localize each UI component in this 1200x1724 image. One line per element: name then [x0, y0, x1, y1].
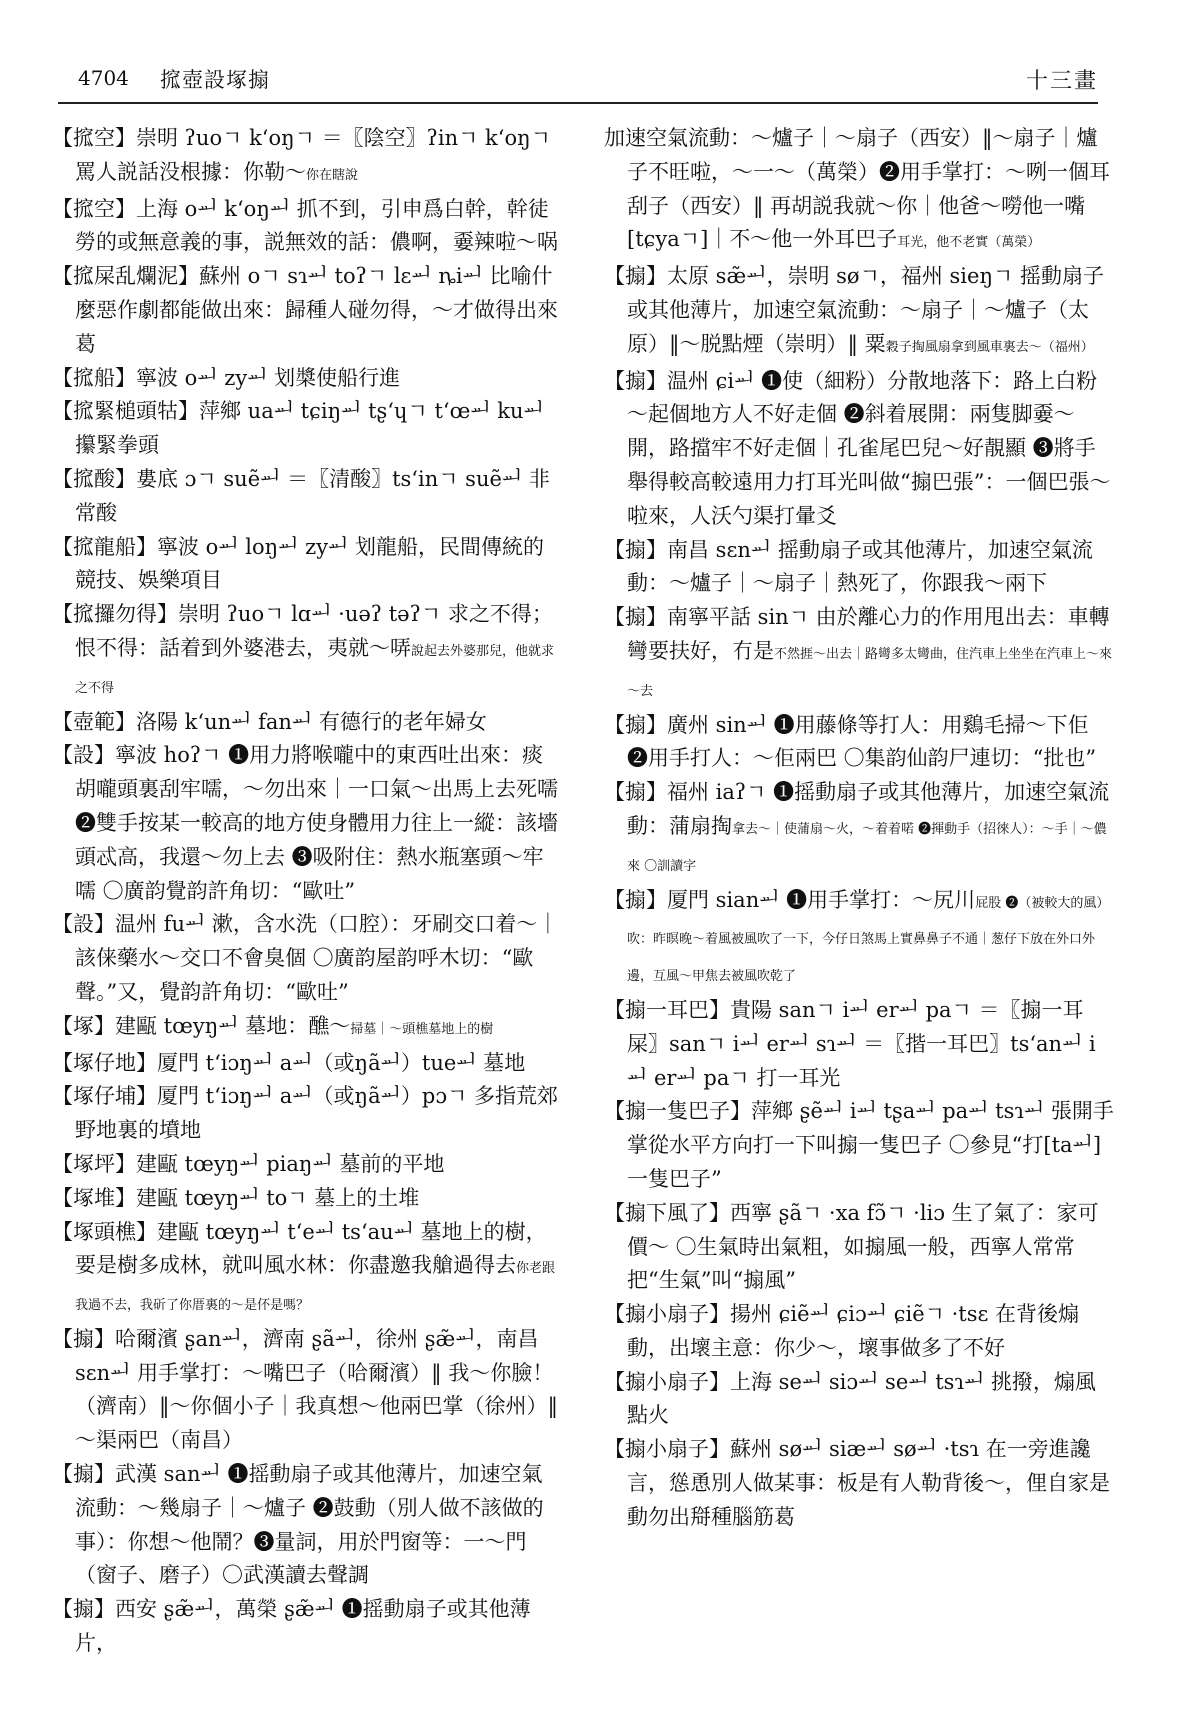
left-column	[52, 122, 562, 1661]
entry-gloss: 穀子掏風扇拿到風車裏去～（福州）	[885, 339, 1094, 355]
entry-text: 【壺範】洛陽 kʻunᆈ fanᆈ 有德行的老年婦女	[52, 709, 487, 734]
page-header	[58, 62, 1098, 102]
entry-text: 加速空氣流動：～爐子｜～扇子（西安）‖～扇子｜爐子不旺啦，～一～（萬榮）❷用手掌打：～咧一個耳刮子（西安）‖ 再胡説我就～你｜他爸～嘮他一嘴[tɕyaㄱ]｜不～他一外耳巴子	[604, 126, 1110, 252]
dictionary-entry	[52, 1323, 562, 1458]
dictionary-entry	[604, 1095, 1114, 1196]
dictionary-entry	[52, 1458, 562, 1593]
dictionary-entry	[604, 1366, 1114, 1434]
dictionary-entry	[604, 601, 1114, 708]
entry-text: 【搧小扇子】上海 seᆈ siɔᆈ seᆈ tsɿᆈ 挑撥，煽風點火	[604, 1369, 1096, 1428]
dictionary-entry	[604, 1197, 1114, 1298]
header-rule	[58, 102, 1098, 104]
entry-text: 【搲緊槌頭牯】萍鄉 uaᆈ tɕiŋᆈ tʂʻɥㄱ tʻœᆈ kuᆈ 攥緊拳頭	[52, 399, 544, 458]
dictionary-entry	[52, 1047, 562, 1081]
entry-text: 【塚仔地】厦門 tʻiɔŋᆈ aᆈ（或ŋãᆈ）tueᆈ 墓地	[52, 1050, 526, 1075]
entry-text: 【搧一隻巴子】萍鄉 ʂẽᆈ iᆈ tʂaᆈ paᆈ tsɿᆈ 張開手掌從水平方向打一下叫搧一隻巴子 〇參見“打[taᆈ]一隻巴子”	[604, 1099, 1114, 1191]
entry-text: 【塚頭樵】建甌 tœyŋᆈ tʻeᆈ tsʻauᆈ 墓地上的樹，要是樹多成林，就叫風水林：你盡邀我艙過得去	[52, 1219, 547, 1278]
dictionary-entry	[52, 598, 562, 705]
dictionary-entry	[604, 709, 1114, 777]
dictionary-entry	[604, 884, 1114, 994]
entry-text: 【搲酸】婁底 ɔㄱ suẽᆈ ＝〖清酸〗tsʻinㄱ suẽᆈ 非常酸	[52, 466, 550, 525]
entry-text: 【搧小扇子】蘇州 søᆈ siæᆈ søᆈ ·tsɿ 在一旁進讒言，慫恿別人做某事：板是有人勒背後～，俚自家是動勿出搿種腦筋葛	[604, 1437, 1110, 1529]
entry-text: 【搲攞勿得】崇明 ʔuoㄱ lɑᆈ ·uəʔ təʔㄱ 求之不得；恨不得：話着到外婆港去，夷就～哢	[52, 602, 553, 660]
dictionary-entry	[52, 1010, 562, 1047]
entry-text: 【搧】南寧平話 sinㄱ 由於離心力的作用甩出去：車轉彎要扶好，冇是	[604, 605, 1110, 663]
entry-gloss: 不然捱～出去｜路彎多太彎曲，住汽車上坐坐在汽車上～來～去	[627, 646, 1113, 699]
entry-text: 【設】寧波 hoʔㄱ ❶用力將喉嚨中的東西吐出來：痰胡嚨頭裏刮牢嚅，～勿出來｜一口氣～出馬上去死嚅 ❷雙手按某一較高的地方使身體用力往上一縱：該墻頭忒高，我還～勿上去 ❸吸附住：熱水瓶塞頭～牢嚅 〇廣韵覺韵許角切：“歐吐”	[52, 743, 558, 903]
dictionary-entry	[52, 362, 562, 396]
entry-gloss: 耳光，他不老實（萬榮）	[897, 235, 1041, 251]
dictionary-entry	[52, 1182, 562, 1216]
entry-text: 【搧】哈爾濱 ʂanᆈ，濟南 ʂãᆈ，徐州 ʂæ̃ᆈ，南昌 sɛnᆈ 用手掌打：～嘴巴子（哈爾濱）‖ 我～你臉！（濟南）‖～你個小子｜我真想～他兩巴掌（徐州）‖～渠兩巴（南昌）	[52, 1326, 558, 1453]
dictionary-entry	[52, 260, 562, 361]
entry-text: 【搧】廣州 sinᆈ ❶用藤條等打人：用鷄毛掃～下佢 ❷用手打人：～佢兩巴 〇集韵仙韵尸連切：“批也”	[604, 712, 1097, 771]
entry-text: 【搲空】上海 oᆈ kʻoŋᆈ 抓不到，引申爲白幹，幹徒勞的或無意義的事，説無效的話：儂啊，嫑辣啦～㖞	[52, 196, 558, 255]
dictionary-entry	[52, 1080, 562, 1148]
entry-text: 【搲屎乱爛泥】蘇州 oㄱ sɿᆈ toʔㄱ lɛᆈ ȵiᆈ 比喻什麼惡作劇都能做出來：歸種人碰勿得，～才做得出來葛	[52, 264, 558, 356]
entry-text: 【塚仔埔】厦門 tʻiɔŋᆈ aᆈ（或ŋãᆈ）pɔㄱ 多指荒郊野地裏的墳地	[52, 1084, 559, 1143]
entry-text: 【搲空】崇明 ʔuoㄱ kʻoŋㄱ ＝〖陰空〗ʔinㄱ kʻoŋㄱ 罵人説話没根據：你勒～	[52, 126, 551, 184]
entry-text: 【搧小扇子】揚州 ɕiẽᆈ ɕiɔᆈ ɕiẽㄱ ·tsɛ 在背後煽動，出壞主意：你少～，壞事做多了不好	[604, 1302, 1080, 1360]
entry-gloss: 說起去外婆那兒，他就求之不得	[75, 643, 555, 696]
dictionary-entry	[604, 534, 1114, 602]
page-number: 4704	[78, 66, 129, 90]
dictionary-entry	[52, 1593, 562, 1661]
dictionary-entry	[52, 395, 562, 463]
entry-text: 【搧】武漢 sanᆈ ❶摇動扇子或其他薄片，加速空氣流動：～幾扇子｜～爐子 ❷鼓動（別人做不該做的事）：你想～他鬧？❸量詞，用於門窗等：一～門（窗子、磨子）〇武漢讀去聲調	[52, 1462, 544, 1588]
entry-text: 【設】温州 fuᆈ 漱，含水洗（口腔）：牙刷交口着～｜該俫藥水～交口不會臭個 〇廣韵屋韵呼木切：“歐聲。”又，覺韵許角切：“歐吐”	[52, 912, 559, 1004]
dictionary-entry	[52, 531, 562, 599]
entry-text: 【塚堆】建甌 tœyŋᆈ toㄱ 墓上的土堆	[52, 1185, 420, 1210]
entry-text: 【搧】南昌 sɛnᆈ 摇動扇子或其他薄片，加速空氣流動：～爐子｜～扇子｜熱死了，你跟我～兩下	[604, 537, 1093, 596]
dictionary-entry	[604, 260, 1114, 364]
entry-gloss: 屁股 ❷（被較大的風）吹：昨暝晚～着風被風吹了一下，今仔日煞馬上實鼻鼻子不通｜葱仔下放在外口外邊，互風～甲焦去被風吹乾了	[627, 895, 1110, 985]
entry-gloss: 掃墓｜～頭樵墓地上的樹	[350, 1021, 494, 1037]
running-title: 搲壺設塚搧	[160, 68, 270, 92]
entry-text: 【塚】建甌 tœyŋᆈ 墓地：醮～	[52, 1013, 351, 1038]
dictionary-entry	[52, 1148, 562, 1182]
dictionary-entry	[52, 739, 562, 908]
dictionary-entry	[52, 463, 562, 531]
entry-text: 【搧】太原 sæ̃ᆈ，崇明 søㄱ，福州 sieŋㄱ 摇動扇子或其他薄片，加速空氣流動：～扇子｜～爐子（太原）‖～脱點煙（崇明）‖ 粟	[604, 264, 1104, 356]
dictionary-entry	[604, 1298, 1114, 1366]
dictionary-entry	[52, 122, 562, 193]
entry-text: 【搧一耳巴】貴陽 sanㄱ iᆈ erᆈ paㄱ ＝〖搧一耳屎〗sanㄱ iᆈ erᆈ sɿᆈ ＝〖揩一耳巴〗tsʻanᆈ iᆈ erᆈ paㄱ 打一耳光	[604, 997, 1096, 1090]
entry-gloss: 你老跟我過不去，我斫了你厝裏的～是伓是嗎？	[75, 1261, 556, 1314]
dictionary-entry	[604, 1433, 1114, 1534]
dictionary-entry	[604, 994, 1114, 1095]
entry-text: 【搲龍船】寧波 oᆈ loŋᆈ zyᆈ 划龍船，民間傳統的競技、娛樂項目	[52, 534, 545, 593]
right-column	[604, 122, 1114, 1535]
dictionary-entry	[604, 122, 1114, 260]
entry-text: 【搲船】寧波 oᆈ zyᆈ 划槳使船行進	[52, 365, 401, 390]
entry-text: 【搧下風了】西寧 ʂãㄱ ·xa fɔ̃ㄱ ·liɔ 生了氣了：家可價～ 〇生氣時出氣粗，如搧風一般，西寧人常常把“生氣”叫“搧風”	[604, 1200, 1099, 1293]
dictionary-entry	[604, 776, 1114, 883]
entry-text: 【搧】西安 ʂæ̃ᆈ，萬榮 ʂæ̃ᆈ ❶摇動扇子或其他薄片，	[52, 1597, 531, 1656]
entry-text: 【搧】温州 ɕiᆈ ❶使（細粉）分散地落下：路上白粉～起個地方人不好走個 ❷斜着展開：兩隻脚嫑～開，路擋牢不好走個｜孔雀尾巴兒～好靚顯 ❸將手舉得較高較遠用力打耳光叫做“搧巴張”：一個巴張～啦來，人沃勺渠打暈爻	[604, 368, 1111, 528]
entry-gloss: 拿去～｜使蒲扇～火，～着着喏 ❷揮動手（招徠人）：～手｜～儂來 〇訓讀字	[627, 821, 1107, 874]
entry-gloss: 你在瞎說	[306, 167, 359, 183]
entry-text: 【塚坪】建甌 tœyŋᆈ piaŋᆈ 墓前的平地	[52, 1151, 445, 1176]
entry-text: 【搧】厦門 sianᆈ ❶用手掌打：～尻川	[604, 887, 976, 912]
dictionary-entry	[604, 365, 1114, 534]
dictionary-entry	[52, 908, 562, 1009]
stroke-section: 十三畫	[1025, 69, 1098, 94]
dictionary-entry	[52, 706, 562, 740]
dictionary-entry	[52, 193, 562, 261]
dictionary-entry	[52, 1216, 562, 1323]
entry-text: 【搧】福州 iaʔㄱ ❶摇動扇子或其他薄片，加速空氣流動：蒲扇掏	[604, 780, 1110, 838]
